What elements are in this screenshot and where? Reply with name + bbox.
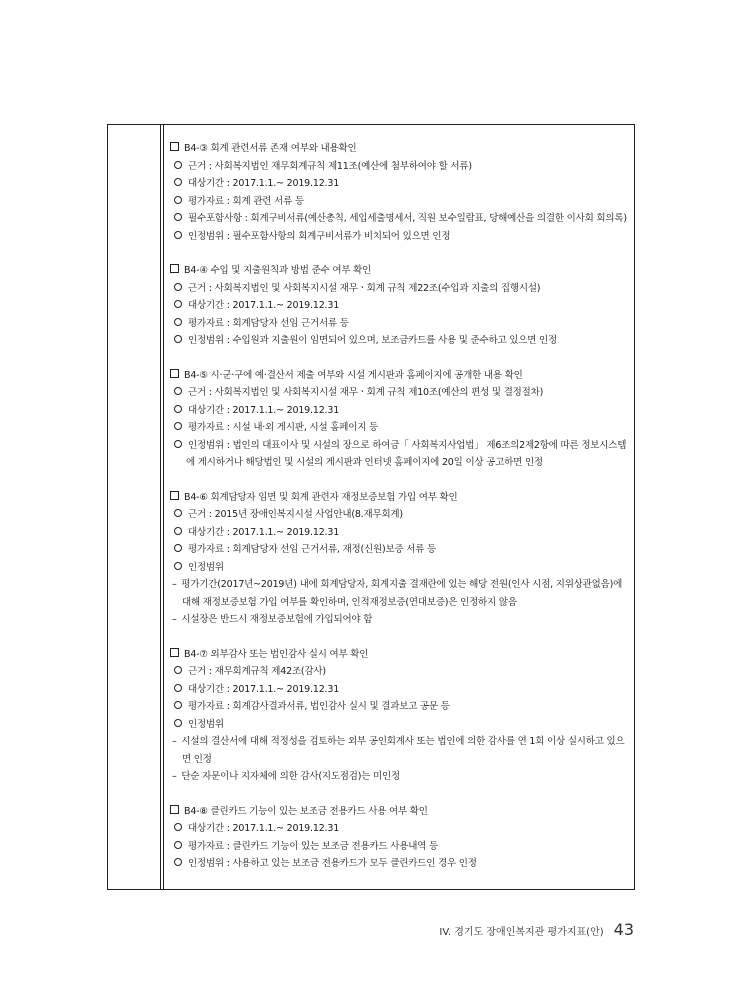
circle-bullet-icon bbox=[174, 335, 182, 343]
section-title-text: B4-⑦ 외부감사 또는 법인감사 실시 여부 확인 bbox=[184, 648, 369, 660]
item-text: 평가자료 : 회계담당자 선임 근거서류, 재정(신원)보증 서류 등 bbox=[188, 544, 437, 555]
indicator-section bbox=[170, 367, 630, 472]
circle-bullet-icon bbox=[174, 283, 182, 291]
bullet-item bbox=[170, 210, 630, 228]
bullet-item bbox=[170, 716, 630, 734]
circle-bullet-icon bbox=[174, 405, 182, 413]
item-text: 근거 : 재무회계규칙 제42조(감사) bbox=[188, 666, 326, 677]
dash-bullet-icon: – bbox=[172, 771, 180, 782]
dash-item bbox=[170, 733, 630, 768]
dash-bullet-icon: – bbox=[172, 614, 180, 625]
section-title bbox=[170, 803, 630, 821]
section-title-text: B4-⑥ 회계담당자 임면 및 회계 관련자 재정보증보험 가입 여부 확인 bbox=[184, 491, 458, 503]
circle-bullet-icon bbox=[174, 562, 182, 570]
item-text: 평가자료 : 회계 관련 서류 등 bbox=[188, 195, 304, 207]
column-divider-inner bbox=[163, 124, 164, 890]
checkbox-square-icon bbox=[170, 648, 179, 657]
circle-bullet-icon bbox=[174, 509, 182, 517]
section-title-text: B4-③ 회계 관련서류 존재 여부와 내용확인 bbox=[184, 143, 357, 154]
indicator-section bbox=[170, 140, 630, 245]
circle-bullet-icon bbox=[174, 684, 182, 692]
item-text: 인정범위 : 사용하고 있는 보조금 전용카드가 모두 클린카드인 경우 인정 bbox=[188, 858, 477, 869]
bullet-item bbox=[170, 158, 630, 176]
bullet-item bbox=[170, 506, 630, 524]
item-text: 평가자료 : 회계담당자 선임 근거서류 등 bbox=[188, 317, 349, 329]
bullet-item bbox=[170, 524, 630, 542]
circle-bullet-icon bbox=[174, 858, 182, 866]
bullet-item bbox=[170, 280, 630, 298]
circle-bullet-icon bbox=[174, 719, 182, 727]
item-text: 평가자료 : 회계감사결과서류, 법인감사 실시 및 결과보고 공문 등 bbox=[188, 701, 450, 712]
item-text: 대상기간 : 2017.1.1.~ 2019.12.31 bbox=[188, 300, 340, 311]
section-title bbox=[170, 262, 630, 280]
bullet-item bbox=[170, 419, 630, 437]
checkbox-square-icon bbox=[170, 369, 179, 378]
item-text: 인정범위 : 수입원과 지출원이 임면되어 있으며, 보조금카드를 사용 및 준수하고 있으면 인정 bbox=[188, 335, 557, 346]
circle-bullet-icon bbox=[174, 701, 182, 709]
section-title-text: B4-⑧ 클린카드 기능이 있는 보조금 전용카드 사용 여부 확인 bbox=[184, 805, 428, 817]
page-number: 43 bbox=[613, 920, 634, 939]
circle-bullet-icon bbox=[174, 422, 182, 430]
circle-bullet-icon bbox=[174, 213, 182, 221]
bullet-item bbox=[170, 820, 630, 838]
item-text: 평가자료 : 시설 내·외 게시판, 시설 홈페이지 등 bbox=[188, 422, 378, 433]
checkbox-square-icon bbox=[170, 491, 179, 500]
section-title bbox=[170, 140, 630, 158]
checkbox-square-icon bbox=[170, 142, 179, 151]
item-text: 평가기간(2017년~2019년) 내에 회계담당자, 회계지출 결재란에 있는 해당 전원(인사 시점, 지위상관없음)에 대해 재정보증보험 가입 여부를 확인하며, 인적재정보증(연대보증)은 인정하지 않음 bbox=[181, 579, 623, 608]
item-text: 근거 : 사회복지법인 재무회계규칙 제11조(예산에 첨부하여야 할 서류) bbox=[188, 160, 472, 172]
bullet-item bbox=[170, 855, 630, 873]
item-text: 평가자료 : 클린카드 기능이 있는 보조금 전용카드 사용내역 등 bbox=[188, 840, 438, 852]
item-text: 대상기간 : 2017.1.1.~ 2019.12.31 bbox=[188, 404, 340, 416]
circle-bullet-icon bbox=[174, 178, 182, 186]
bullet-item bbox=[170, 681, 630, 699]
item-text: 근거 : 사회복지법인 및 사회복지시설 재무ㆍ회계 규칙 제10조(예산의 편성 및 결정절차) bbox=[188, 387, 544, 398]
indicator-content bbox=[170, 140, 630, 890]
item-text: 대상기간 : 2017.1.1.~ 2019.12.31 bbox=[188, 526, 340, 538]
column-divider bbox=[160, 124, 161, 890]
indicator-section bbox=[170, 262, 630, 350]
page-footer bbox=[439, 920, 634, 939]
indicator-section bbox=[170, 489, 630, 629]
item-text: 인정범위 bbox=[188, 718, 224, 730]
item-text: 대상기간 : 2017.1.1.~ 2019.12.31 bbox=[188, 178, 340, 189]
section-title bbox=[170, 489, 630, 507]
item-text: 대상기간 : 2017.1.1.~ 2019.12.31 bbox=[188, 823, 340, 834]
item-text: 인정범위 bbox=[188, 561, 224, 573]
item-text: 인정범위 : 법인의 대표이사 및 시설의 장으로 하여금「 사회복지사업법」 제6조의2제2항에 따른 정보시스템에 게시하거나 해당법인 및 시설의 게시판과 인터넷 홈페이지에 20일 이상 공고하면 인정 bbox=[186, 439, 627, 468]
footer-chapter: IV. 경기도 장애인복지관 평가지표(안) bbox=[439, 927, 604, 938]
item-text: 단순 자문이나 지자체에 의한 감사(지도점검)는 미인정 bbox=[181, 771, 400, 782]
circle-bullet-icon bbox=[174, 300, 182, 308]
section-title bbox=[170, 367, 630, 385]
dash-item bbox=[170, 768, 630, 786]
item-text: 근거 : 2015년 장애인복지시설 사업안내(8.재무회계) bbox=[188, 509, 403, 520]
circle-bullet-icon bbox=[174, 196, 182, 204]
item-text: 대상기간 : 2017.1.1.~ 2019.12.31 bbox=[188, 683, 340, 695]
indicator-section bbox=[170, 803, 630, 873]
bullet-item bbox=[170, 315, 630, 333]
section-title-text: B4-⑤ 시·군·구에 예·결산서 제출 여부와 시설 게시판과 홈페이지에 공개한 내용 확인 bbox=[184, 369, 523, 381]
circle-bullet-icon bbox=[174, 387, 182, 395]
dash-bullet-icon: – bbox=[172, 736, 180, 747]
circle-bullet-icon bbox=[174, 544, 182, 552]
bullet-item bbox=[170, 559, 630, 577]
bullet-item bbox=[170, 193, 630, 211]
checkbox-square-icon bbox=[170, 805, 179, 814]
bullet-item bbox=[170, 663, 630, 681]
circle-bullet-icon bbox=[174, 161, 182, 169]
circle-bullet-icon bbox=[174, 231, 182, 239]
circle-bullet-icon bbox=[174, 841, 182, 849]
circle-bullet-icon bbox=[174, 527, 182, 535]
circle-bullet-icon bbox=[174, 823, 182, 831]
item-text: 근거 : 사회복지법인 및 사회복지시설 재무ㆍ회계 규칙 제22조(수입과 지출의 집행시설) bbox=[188, 282, 541, 294]
bullet-item bbox=[170, 384, 630, 402]
bullet-item bbox=[170, 838, 630, 856]
bullet-item bbox=[170, 541, 630, 559]
bullet-item bbox=[170, 228, 630, 246]
section-title-text: B4-④ 수입 및 지출원칙과 방법 준수 여부 확인 bbox=[184, 265, 372, 276]
bullet-item bbox=[170, 437, 630, 472]
bullet-item bbox=[170, 297, 630, 315]
item-text: 인정범위 : 필수포함사항의 회계구비서류가 비치되어 있으면 인정 bbox=[188, 230, 451, 242]
bullet-item bbox=[170, 175, 630, 193]
checkbox-square-icon bbox=[170, 264, 179, 273]
circle-bullet-icon bbox=[174, 440, 182, 448]
bullet-item bbox=[170, 332, 630, 350]
indicator-section bbox=[170, 646, 630, 786]
item-text: 시설장은 반드시 재정보증보험에 가입되어야 함 bbox=[181, 614, 373, 625]
dash-bullet-icon: – bbox=[172, 579, 180, 590]
bullet-item bbox=[170, 698, 630, 716]
circle-bullet-icon bbox=[174, 666, 182, 674]
dash-item bbox=[170, 611, 630, 629]
circle-bullet-icon bbox=[174, 318, 182, 326]
bullet-item bbox=[170, 402, 630, 420]
section-title bbox=[170, 646, 630, 664]
item-text: 시설의 결산서에 대해 적정성을 검토하는 외부 공인회계사 또는 법인에 의한 감사를 연 1회 이상 실시하고 있으면 인정 bbox=[181, 736, 625, 765]
item-text: 필수포함사항 : 회계구비서류(예산총칙, 세입세출명세서, 직원 보수일람표, 당해예산을 의결한 이사회 회의록) bbox=[188, 213, 627, 224]
dash-item bbox=[170, 576, 630, 611]
